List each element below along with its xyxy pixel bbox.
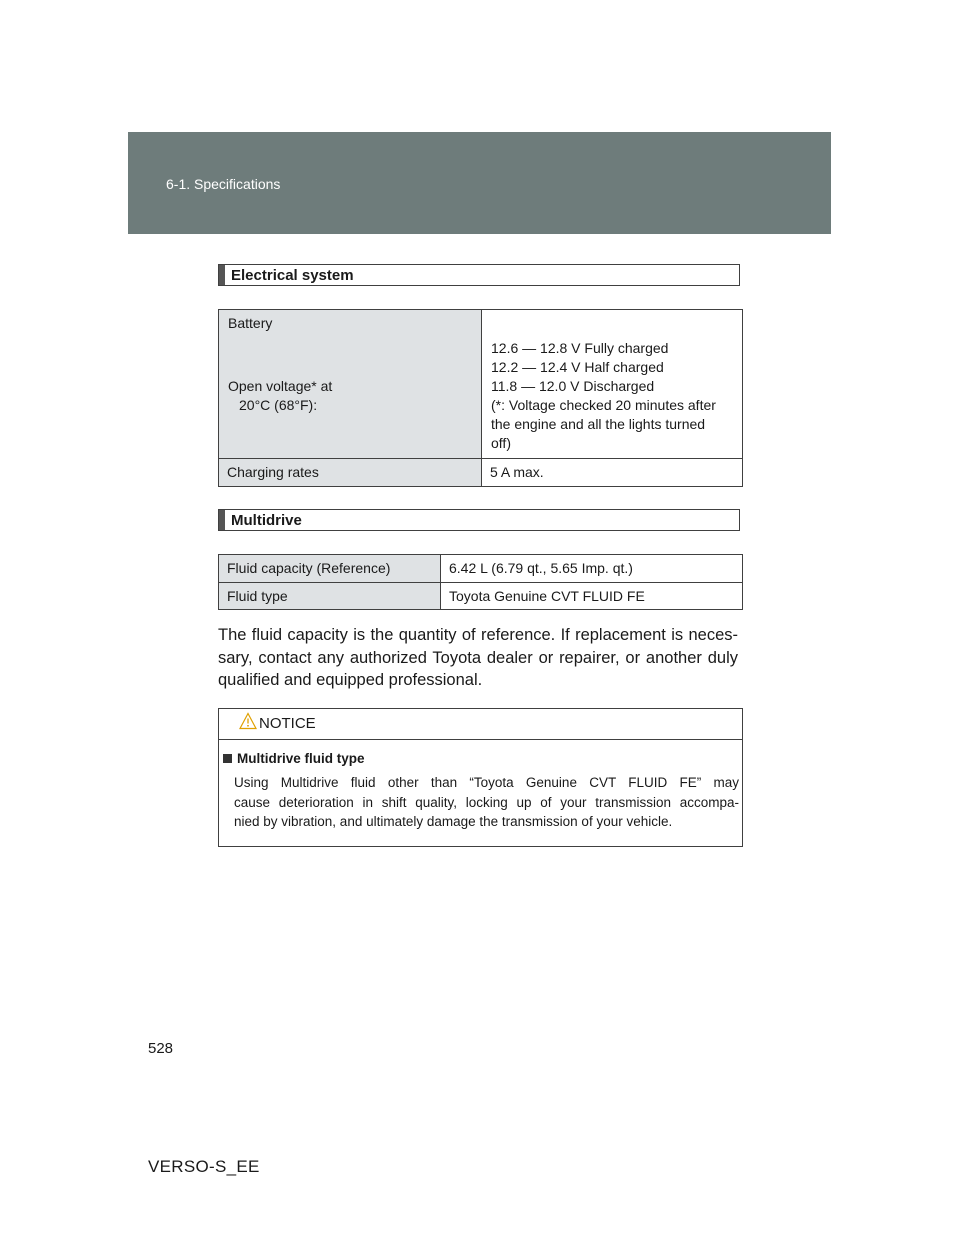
battery-open-voltage-label: Open voltage* at	[228, 378, 333, 394]
paragraph-line: qualified and equipped professional.	[218, 671, 483, 689]
electrical-spec-table	[218, 309, 743, 487]
battery-value-line: (*: Voltage checked 20 minutes after	[491, 397, 716, 413]
notice-item-heading	[223, 751, 365, 766]
fluid-capacity-value: 6.42 L (6.79 qt., 5.65 Imp. qt.)	[441, 555, 743, 583]
paragraph-line: The fluid capacity is the quantity of reference. If replacement is neces-	[218, 626, 738, 644]
battery-value-cell	[482, 310, 743, 459]
fluid-type-label: Fluid type	[219, 583, 441, 610]
battery-title: Battery	[228, 315, 273, 331]
battery-label-cell	[219, 310, 482, 459]
section-heading-bar	[219, 510, 225, 530]
notice-body-line: Using Multidrive fluid other than “Toyota Genuine CVT FLUID FE” may	[234, 775, 739, 790]
table-row	[219, 555, 743, 583]
header-band	[128, 132, 831, 234]
section-heading-bar	[219, 265, 225, 285]
battery-value-line: 11.8 — 12.0 V Discharged	[491, 378, 655, 394]
battery-value-line: 12.2 — 12.4 V Half charged	[491, 359, 664, 375]
multidrive-spec-table	[218, 554, 743, 610]
notice-body-line: cause deterioration in shift quality, locking up of your transmission accompa-	[234, 794, 739, 810]
notice-item-title: Multidrive fluid type	[237, 751, 365, 766]
battery-value-line: the engine and all the lights turned	[491, 416, 706, 432]
notice-body-line: nied by vibration, and ultimately damage the transmission of your vehicle.	[234, 814, 673, 829]
charging-value: 5 A max.	[482, 459, 743, 487]
battery-value-line: 12.6 — 12.8 V Fully charged	[491, 340, 669, 356]
section-title-electrical: Electrical system	[231, 267, 354, 284]
fluid-type-value: Toyota Genuine CVT FLUID FE	[441, 583, 743, 610]
table-row	[219, 583, 743, 610]
warning-triangle-icon	[239, 712, 257, 735]
battery-value-line: off)	[491, 435, 511, 451]
table-row-charging	[219, 459, 743, 487]
charging-label: Charging rates	[219, 459, 482, 487]
notice-body	[234, 773, 739, 832]
section-heading-multidrive	[218, 509, 740, 531]
page-number: 528	[148, 1040, 174, 1057]
square-bullet-icon	[223, 754, 232, 763]
fluid-capacity-paragraph	[218, 624, 738, 692]
section-heading-electrical	[218, 264, 740, 286]
paragraph-line: sary, contact any authorized Toyota dealer or repairer, or another duly	[218, 648, 738, 667]
breadcrumb: 6-1. Specifications	[166, 176, 281, 192]
document-code: VERSO-S_EE	[148, 1157, 260, 1176]
battery-temperature-label: 20°C (68°F):	[239, 397, 318, 413]
table-row-battery	[219, 310, 743, 459]
fluid-capacity-label: Fluid capacity (Reference)	[219, 555, 441, 583]
notice-label: NOTICE	[259, 715, 316, 732]
section-title-multidrive: Multidrive	[231, 512, 302, 529]
notice-box	[218, 708, 743, 847]
notice-header	[219, 709, 742, 740]
